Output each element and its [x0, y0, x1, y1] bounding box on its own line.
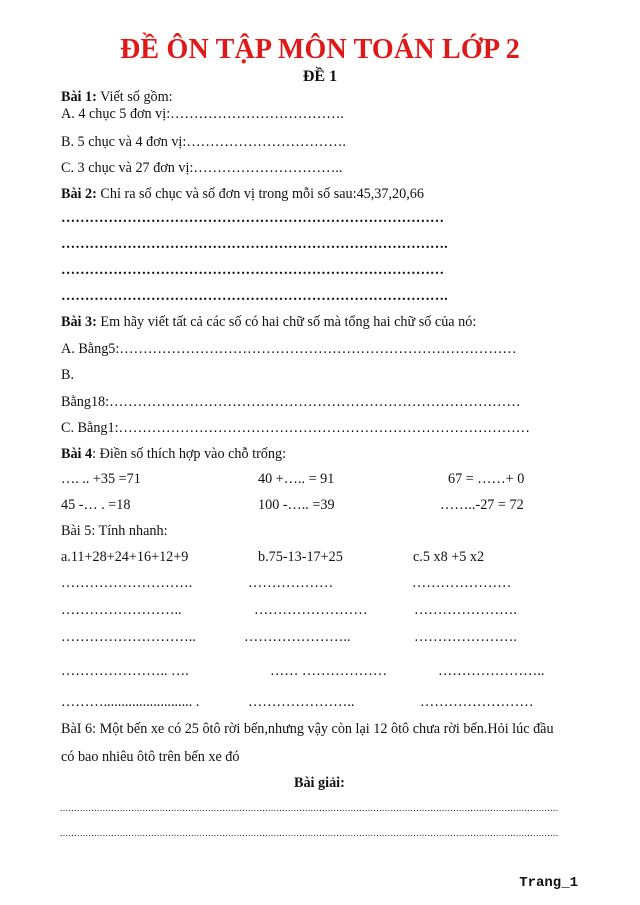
work-line: ………………… [412, 575, 512, 591]
exam-number: ĐỀ 1 [302, 68, 338, 85]
work-line: …………………… [420, 694, 534, 710]
exercise-3-c: C. Bằng1:…………………………………………………………………………… [61, 420, 530, 436]
work-line: …………………. [414, 629, 517, 645]
exercise-1-a: A. 4 chục 5 đơn vị:………………………………. [61, 106, 344, 122]
exercise-1-b: B. 5 chục và 4 đơn vị:……………………………. [61, 134, 346, 150]
work-line: ………………….. [438, 663, 545, 679]
work-line: ………………………. [61, 575, 193, 591]
exercise-5-problem-a: a.11+28+24+16+12+9 [61, 549, 189, 565]
exercise-5-problem-b: b.75-13-17+25 [258, 549, 343, 565]
solution-line: ............................................................................................................................................................................... [60, 803, 559, 813]
exercise-2-heading: Bài 2: Chỉ ra số chục và số đơn vị trong mỗi số sau:45,37,20,66 [61, 186, 424, 202]
exercise-3-heading: Bài 3: Em hãy viết tất cả các số có hai chữ số mà tổng hai chữ số của nó: [61, 314, 477, 330]
exercise-4-item: ……..-27 = 72 [440, 497, 524, 513]
work-line: …………………. [414, 602, 517, 618]
exercise-4-item: 45 -… . =18 [61, 497, 131, 513]
work-line: ………………….. [248, 694, 355, 710]
answer-line: ……………………………………………………………………… [61, 210, 445, 226]
work-line: ………………….. …. [61, 663, 189, 679]
exercise-4-heading: Bài 4: Điền số thích hợp vào chỗ trống: [61, 446, 287, 462]
solution-heading: Bài giải: [294, 775, 345, 791]
work-line: …………………… [254, 602, 368, 618]
exercise-3-b: B. [61, 367, 75, 383]
work-line: ……………… [248, 575, 334, 591]
page-number: Trang_1 [519, 875, 578, 891]
exercise-5-heading: Bài 5: Tính nhanh: [61, 523, 168, 539]
work-line: ……………………….. [61, 629, 196, 645]
exercise-4-item: …. .. +35 =71 [61, 471, 141, 487]
work-line: ………………….. [244, 629, 351, 645]
answer-line: ………………………………………………………………………. [61, 288, 448, 304]
exercise-4-item: 67 = ……+ 0 [448, 471, 525, 487]
exercise-1-heading: Bài 1: Viết số gồm: [61, 89, 173, 105]
exercise-6-line-2: có bao nhiêu ôtô trên bến xe đó [61, 749, 240, 765]
exercise-5-problem-c: c.5 x8 +5 x2 [413, 549, 485, 565]
answer-line: ………………………………………………………………………. [61, 236, 448, 252]
exercise-6-line-1: BàI 6: Một bến xe có 25 ôtô rời bến,nhưng vậy còn lại 12 ôtô chưa rời bến.Hỏi lúc đầu [61, 721, 554, 737]
work-line: …… ……………… [270, 663, 388, 679]
exercise-3-b-line: Bằng18:…………………………………………………………………………… [61, 394, 521, 410]
exercise-1-c: C. 3 chục và 27 đơn vị:………………………….. [61, 160, 343, 176]
page-title: ĐỀ ÔN TẬP MÔN TOÁN LỚP 2 [120, 34, 520, 65]
solution-line: ............................................................................................................................................................................... [60, 828, 559, 838]
exercise-3-a: A. Bằng5:………………………………………………………………………… [61, 341, 517, 357]
work-line: ………......................... . [61, 694, 200, 710]
answer-line: ……………………………………………………………………… [61, 262, 445, 278]
exercise-4-item: 100 -….. =39 [258, 497, 335, 513]
exercise-4-item: 40 +….. = 91 [258, 471, 335, 487]
work-line: …………………….. [61, 602, 182, 618]
